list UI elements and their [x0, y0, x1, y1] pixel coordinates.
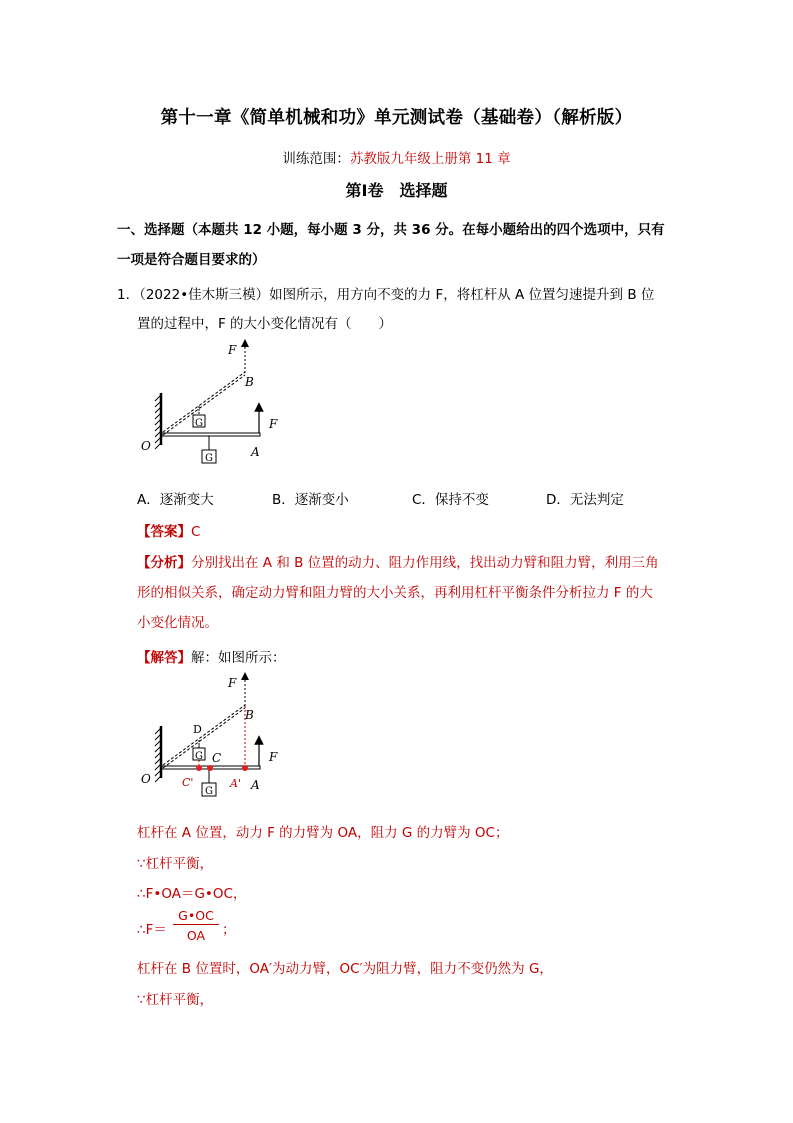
analysis-tag: 【分析】 [137, 555, 191, 571]
analysis-line-3: 小变化情况。 [137, 615, 218, 631]
label-o: O [141, 439, 151, 453]
label-a: A [251, 778, 260, 792]
option-b: B．逐渐变小 [272, 492, 349, 508]
label-b: B [245, 708, 254, 722]
solution-intro: 【解答】解：如图所示： [137, 650, 286, 666]
instructions-line-1: 一、选择题（本题共 12 小题，每小题 3 分，共 36 分。在每小题给出的四个选项中，只有 [117, 222, 665, 238]
solution-line-5: 杠杆在 B 位置时，OA′为动力臂，OC′为阻力臂，阻力不变仍然为 G， [137, 961, 553, 977]
label-f-right: F [269, 750, 278, 764]
analysis-line-2: 形的相似关系，确定动力臂和阻力臂的大小关系，再利用杠杆平衡条件分析拉力 F 的大 [137, 585, 653, 601]
instructions-line-2: 一项是符合题目要求的） [117, 252, 266, 268]
solution-line-6: ∵杠杆平衡， [137, 992, 214, 1008]
label-f-top: F [228, 676, 237, 690]
analysis-line-1: 【分析】分别找出在 A 和 B 位置的动力、阻力作用线，找出动力臂和阻力臂，利用三角 [137, 555, 659, 571]
label-a-prime: A' [230, 777, 241, 790]
question-number: 1． [117, 287, 140, 303]
option-c: C．保持不变 [412, 492, 489, 508]
fraction-numerator: G•OC [173, 908, 219, 925]
fraction-prefix: ∴F＝ [137, 922, 167, 938]
label-g-upper: G [195, 751, 203, 762]
option-d: D．无法判定 [546, 492, 624, 508]
solution-line-3: ∴F•OA＝G•OC， [137, 886, 247, 902]
label-a: A [251, 445, 260, 459]
training-scope [0, 147, 793, 167]
section-part: 第Ⅰ卷 [345, 181, 384, 200]
point-c [207, 765, 213, 771]
label-c: C [212, 751, 222, 765]
label-g-lower: G [205, 453, 213, 464]
label-f-top: F [228, 343, 237, 357]
label-g-upper: G [195, 418, 203, 429]
label-d: D [193, 723, 202, 736]
section-heading [0, 178, 793, 201]
question-stem-line-2: 置的过程中，F 的大小变化情况有（ ） [137, 316, 393, 332]
label-g-lower: G [205, 786, 213, 797]
point-c-prime [196, 765, 202, 771]
answer-line [137, 520, 200, 540]
point-a-prime [242, 765, 248, 771]
answer-value: C [191, 524, 201, 540]
solution-line-2: ∵杠杆平衡， [137, 856, 214, 872]
option-a: A．逐渐变大 [137, 492, 214, 508]
label-f-right: F [269, 417, 278, 431]
lever-figure-2 [137, 668, 297, 803]
scope-value: 苏教版九年级上册第 11 章 [349, 151, 511, 167]
solution-tag: 【解答】 [137, 650, 191, 666]
fraction-denominator: OA [186, 928, 206, 943]
page-title: 第十一章《简单机械和功》单元测试卷（基础卷）（解析版） [160, 108, 633, 128]
section-name: 选择题 [399, 181, 448, 200]
scope-label: 训练范围： [282, 151, 350, 167]
solution-line-1: 杠杆在 A 位置，动力 F 的力臂为 OA，阻力 G 的力臂为 OC； [137, 825, 509, 841]
lever-position-a [162, 433, 260, 436]
question-stem-line-1: （2022•佳木斯三模）如图所示，用方向不变的力 F，将杠杆从 A 位置匀速提升到 B 位 [139, 287, 655, 303]
lever-figure-1 [137, 335, 297, 470]
label-c-prime: C' [182, 776, 194, 789]
answer-tag: 【答案】 [137, 524, 191, 540]
question-1-stem [117, 283, 654, 303]
label-b: B [245, 375, 254, 389]
label-o: O [141, 772, 151, 786]
fraction-suffix: ； [222, 922, 236, 938]
